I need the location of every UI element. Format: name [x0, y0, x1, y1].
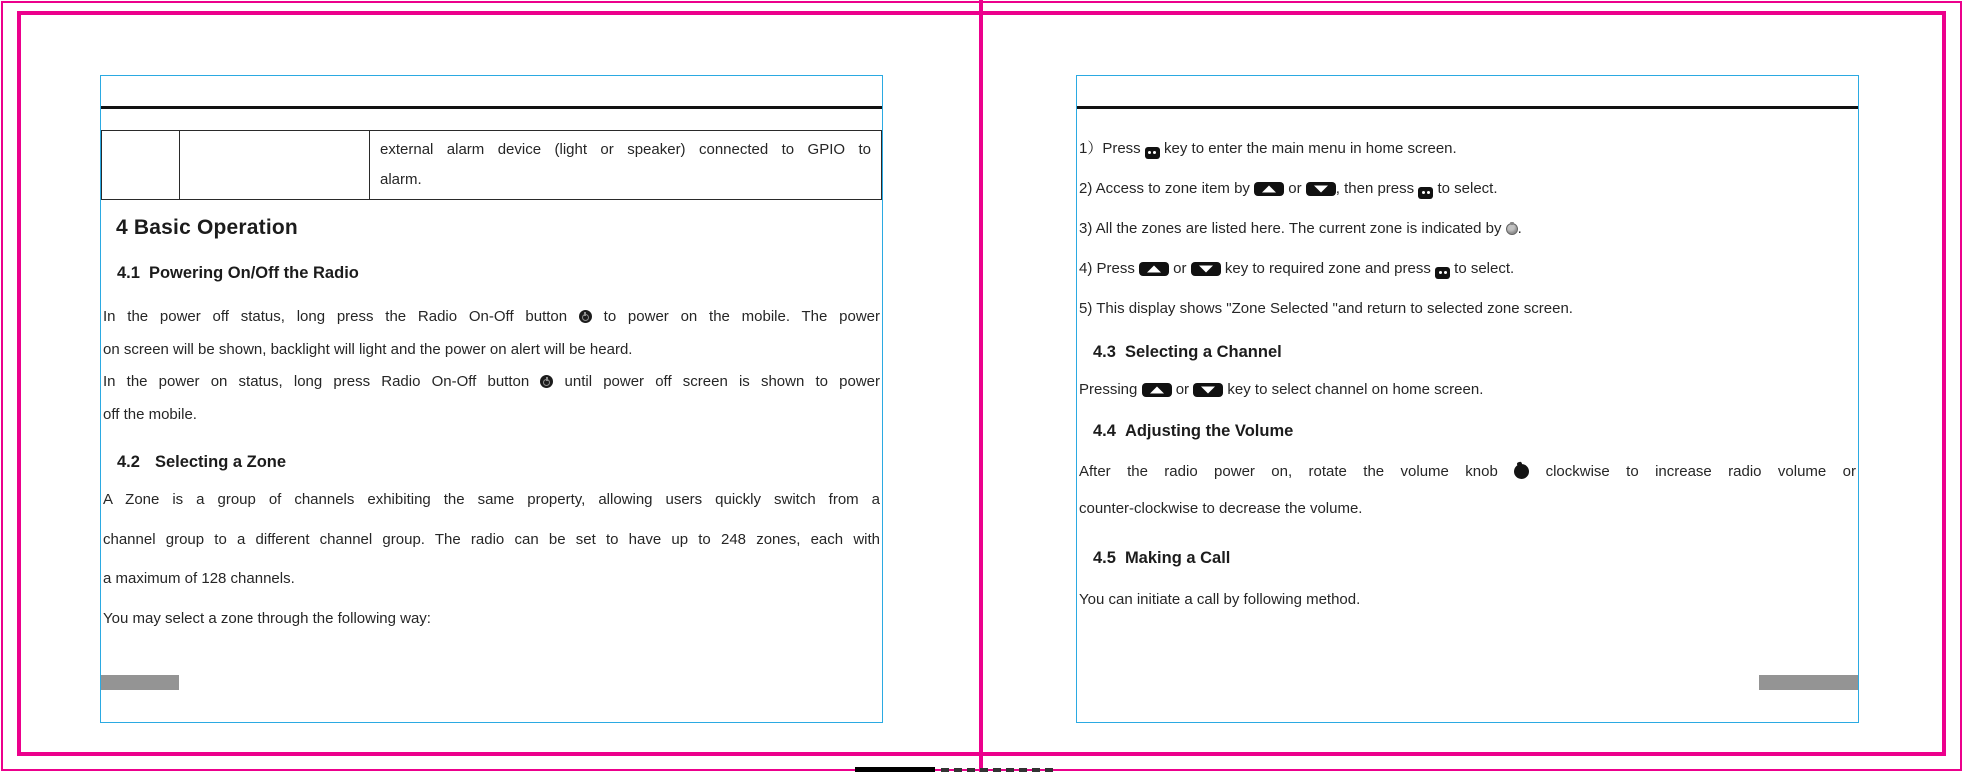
- text-run: or: [1171, 381, 1194, 398]
- section-number: 4.5: [1093, 549, 1116, 567]
- section-number: 4.2: [117, 453, 140, 471]
- manual-page-right: [1076, 75, 1859, 723]
- text-run: After the radio power on, rotate the volume knob: [1079, 463, 1515, 480]
- text-run: 2) Access to zone item by: [1079, 180, 1255, 197]
- up-key-icon: [1139, 262, 1169, 276]
- text-run: In the power off status, long press the Radio On-Off button: [103, 308, 579, 325]
- text-run: key to select channel on home screen.: [1223, 381, 1484, 398]
- paragraph-line: [103, 559, 880, 599]
- section-number: 4.3: [1093, 343, 1116, 361]
- section-heading-4-1: [117, 264, 882, 283]
- paragraph-line: [103, 366, 880, 399]
- text-run: until power off screen is shown to power: [553, 373, 880, 390]
- zone-selection-steps: [1077, 129, 1858, 329]
- text-run: 4) Press: [1079, 260, 1140, 277]
- text-run: You may select a zone through the following way:: [103, 609, 431, 627]
- section-title: Selecting a Channel: [1124, 343, 1282, 361]
- paragraph-line: [1079, 490, 1856, 527]
- down-key-icon: [1193, 383, 1223, 397]
- text-run: , then press: [1335, 180, 1419, 197]
- text-run: A Zone is a group of channels exhibiting the same property, allowing users quickly switch from a: [103, 491, 880, 508]
- table-text-line: alarm.: [380, 171, 422, 188]
- section-title: Selecting a Zone: [154, 453, 287, 471]
- paragraph-4-2: [101, 480, 882, 638]
- chapter-heading: 4 Basic Operation: [116, 216, 298, 239]
- paragraph-line: [103, 599, 880, 639]
- table-cell-description: [370, 131, 882, 200]
- text-run: 3) All the zones are listed here. The current zone is indicated by: [1079, 220, 1506, 237]
- power-key-icon: [579, 310, 592, 323]
- paragraph-line: [103, 301, 880, 334]
- text-run: off the mobile.: [103, 405, 197, 423]
- paragraph-line: [103, 480, 880, 520]
- step-line: [1079, 249, 1856, 289]
- paragraph-4-5: [1077, 580, 1858, 620]
- section-title: Making a Call: [1124, 549, 1231, 567]
- text-run: counter-clockwise to decrease the volume.: [1079, 500, 1363, 517]
- section-number: 4.1: [117, 264, 140, 282]
- text-run: or: [1284, 180, 1306, 197]
- text-run: clockwise to increase radio volume or: [1529, 463, 1856, 480]
- text-run: to select.: [1433, 180, 1498, 197]
- manual-page-left: [100, 75, 883, 723]
- section-heading-4-3: [1093, 343, 1858, 362]
- table-row: [102, 131, 882, 200]
- text-run: or: [1169, 260, 1191, 277]
- table-cell-empty-1: [102, 131, 180, 200]
- down-key-icon: [1191, 262, 1221, 276]
- step-line: [1079, 129, 1856, 169]
- up-key-icon: [1142, 383, 1172, 397]
- text-run: You can initiate a call by following method.: [1079, 591, 1361, 608]
- section-heading-4-2: [117, 453, 882, 472]
- text-run: to select.: [1450, 260, 1515, 277]
- cutoff-footer-bar: [855, 767, 935, 772]
- text-run: key to required zone and press: [1220, 260, 1435, 277]
- text-run: In the power on status, long press Radio On-Off button: [103, 373, 541, 390]
- paragraph-line: [1079, 580, 1856, 620]
- header-rule: [1077, 106, 1858, 109]
- up-key-icon: [1254, 182, 1284, 196]
- section-title: Powering On/Off the Radio: [148, 264, 359, 282]
- paragraph-line: [103, 520, 880, 560]
- text-run: on screen will be shown, backlight will light and the power on alert will be heard.: [103, 340, 633, 358]
- menu-key-icon: [1145, 147, 1160, 159]
- paragraph-line: [1079, 370, 1856, 410]
- volume-knob-icon: [1514, 464, 1529, 479]
- power-key-icon: [540, 375, 553, 388]
- step-line: [1079, 289, 1856, 329]
- paragraph-line: [103, 399, 880, 432]
- down-key-icon: [1306, 182, 1336, 196]
- section-title: Adjusting the Volume: [1124, 422, 1294, 440]
- text-run: Pressing: [1079, 381, 1142, 398]
- paragraph-4-4: [1077, 453, 1858, 527]
- page-number-bar: [101, 675, 179, 690]
- spec-table: [101, 130, 882, 200]
- section-number: 4.4: [1093, 422, 1116, 440]
- paragraph-line: [103, 334, 880, 367]
- paragraph-4-1: [101, 301, 882, 431]
- paragraph-4-3: [1077, 370, 1858, 410]
- center-crop-line: [979, 0, 983, 772]
- step-line: [1079, 209, 1856, 249]
- zone-indicator-icon: [1506, 223, 1518, 235]
- menu-key-icon: [1418, 187, 1433, 199]
- text-run: a maximum of 128 channels.: [103, 570, 295, 587]
- page-number-bar: [1759, 675, 1858, 690]
- table-cell-empty-2: [180, 131, 370, 200]
- text-run: key to enter the main menu in home screen.: [1159, 140, 1457, 157]
- text-run: .: [1517, 220, 1522, 237]
- step-line: [1079, 169, 1856, 209]
- text-run: 5) This display shows "Zone Selected "and return to selected zone screen.: [1079, 300, 1573, 317]
- section-heading-4-5: [1093, 549, 1858, 568]
- header-rule: [101, 106, 882, 109]
- text-run: to power on the mobile. The power: [591, 308, 880, 325]
- text-run: channel group to a different channel group. The radio can be set to have up to 248 zones, each with: [103, 530, 880, 548]
- text-run: 1）Press: [1079, 140, 1145, 157]
- paragraph-line: [1079, 453, 1856, 490]
- cutoff-print-marks: [941, 768, 1053, 772]
- section-heading-4-4: [1093, 422, 1858, 441]
- table-text-line: external alarm device (light or speaker) connected to GPIO to: [380, 141, 871, 158]
- menu-key-icon: [1435, 267, 1450, 279]
